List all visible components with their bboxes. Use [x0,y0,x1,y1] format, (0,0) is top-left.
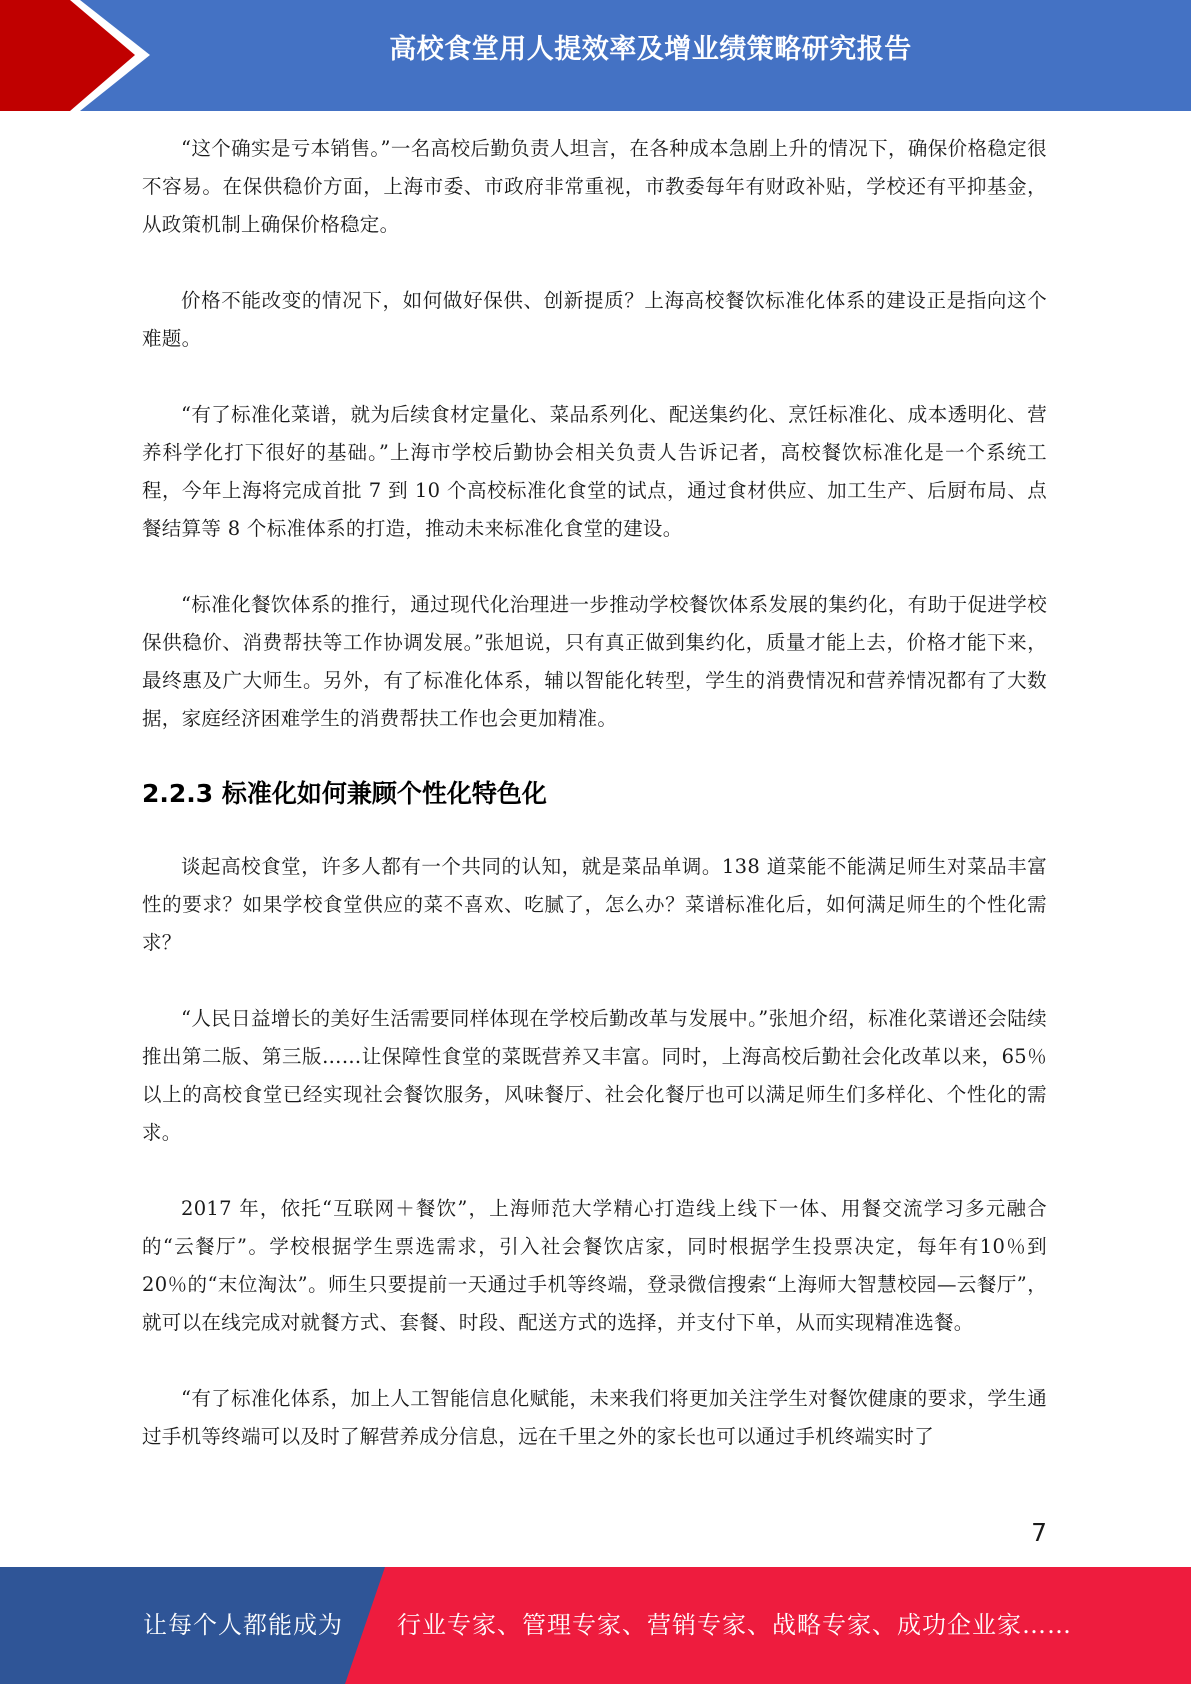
page-number: 7 [1031,1518,1047,1547]
paragraph: 价格不能改变的情况下，如何做好保供、创新提质？上海高校餐饮标准化体系的建设正是指向这个难题。 [142,289,1047,350]
paragraph: 2017 年，依托“互联网＋餐饮”，上海师范大学精心打造线上线下一体、用餐交流学习多元融合的“云餐厅”。学校根据学生票选需求，引入社会餐饮店家，同时根据学生投票决定，每年有10％到 20％的“末位淘汰”。师生只要提前一天通过手机等终端，登录微信搜索“上海师大智慧校园—云餐厅”，就可以在线完成对就餐方式、套餐、时段、配送方式的选择，并支付下单，从而实现精准选餐。 [142,1197,1047,1334]
document-body [142,130,1047,1494]
paragraph: “人民日益增长的美好生活需要同样体现在学校后勤改革与发展中。”张旭介绍，标准化菜谱还会陆续推出第二版、第三版……让保障性食堂的菜既营养又丰富。同时，上海高校后勤社会化改革以来，65％以上的高校食堂已经实现社会餐饮服务，风味餐厅、社会化餐厅也可以满足师生们多样化、个性化的需求。 [142,1007,1047,1144]
report-title: 高校食堂用人提效率及增业绩策略研究报告 [389,34,912,65]
page-header [0,0,1191,111]
paragraph: “有了标准化菜谱，就为后续食材定量化、菜品系列化、配送集约化、烹饪标准化、成本透明化、营养科学化打下很好的基础。”上海市学校后勤协会相关负责人告诉记者，高校餐饮标准化是一个系统工程，今年上海将完成首批 7 到 10 个高校标准化食堂的试点，通过食材供应、加工生产、后厨布局、点餐结算等 8 个标准体系的打造，推动未来标准化食堂的建设。 [142,403,1047,540]
footer-slogan-right: 行业专家、管理专家、营销专家、战略专家、成功企业家…… [397,1611,1072,1639]
section-heading: 2.2.3 标准化如何兼顾个性化特色化 [142,779,547,808]
paragraph: “有了标准化体系，加上人工智能信息化赋能，未来我们将更加关注学生对餐饮健康的要求，学生通过手机等终端可以及时了解营养成分信息，远在千里之外的家长也可以通过手机终端实时了 [142,1387,1047,1448]
footer-slogan-left: 让每个人都能成为 [143,1611,343,1639]
header-arrow-decoration [0,0,160,111]
paragraph: “这个确实是亏本销售。”一名高校后勤负责人坦言，在各种成本急剧上升的情况下，确保价格稳定很不容易。在保供稳价方面，上海市委、市政府非常重视，市教委每年有财政补贴，学校还有平抑基金，从政策机制上确保价格稳定。 [142,137,1047,236]
paragraph: 谈起高校食堂，许多人都有一个共同的认知，就是菜品单调。138 道菜能不能满足师生对菜品丰富性的要求？如果学校食堂供应的菜不喜欢、吃腻了，怎么办？菜谱标准化后，如何满足师生的个性化需求？ [142,855,1047,954]
page-footer [0,1567,1191,1684]
paragraph: “标准化餐饮体系的推行，通过现代化治理进一步推动学校餐饮体系发展的集约化，有助于促进学校保供稳价、消费帮扶等工作协调发展。”张旭说，只有真正做到集约化，质量才能上去，价格才能下来，最终惠及广大师生。另外，有了标准化体系，辅以智能化转型，学生的消费情况和营养情况都有了大数据，家庭经济困难学生的消费帮扶工作也会更加精准。 [142,593,1047,730]
